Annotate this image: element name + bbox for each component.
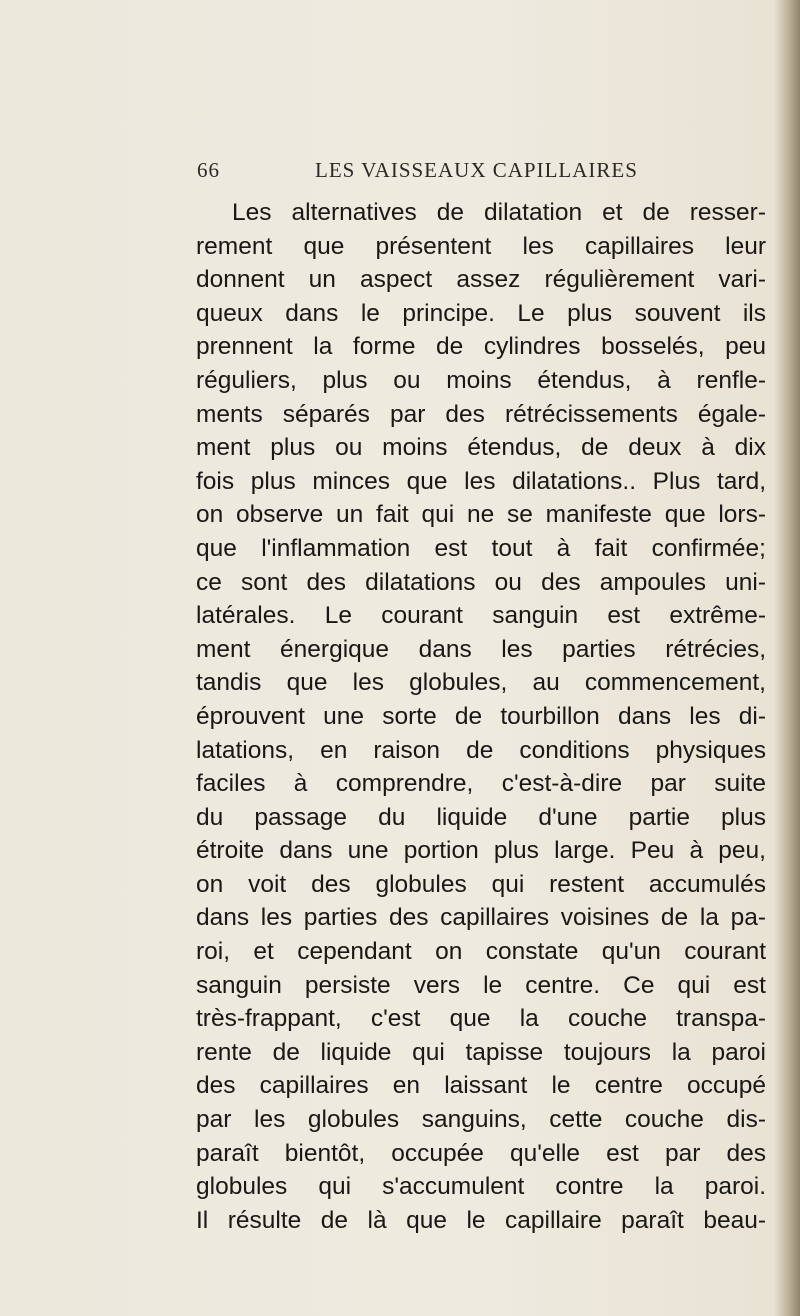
text-line: ments séparés par des rétrécissements égale- — [196, 400, 766, 428]
text-line: éprouvent une sorte de tourbillon dans les di- — [196, 702, 766, 730]
page-edge-shadow — [774, 0, 800, 1316]
running-head — [197, 158, 757, 192]
text-line: Il résulte de là que le capillaire paraît beau- — [196, 1206, 766, 1234]
text-line: rente de liquide qui tapisse toujours la paroi — [196, 1038, 766, 1066]
text-line: roi, et cependant on constate qu'un courant — [196, 938, 766, 966]
text-line: que l'inflammation est tout à fait confirmée; — [196, 534, 766, 562]
running-title: LES VAISSEAUX CAPILLAIRES — [315, 158, 638, 182]
text-line: par les globules sanguins, cette couche dis- — [196, 1106, 766, 1134]
text-line: très-frappant, c'est que la couche transpa- — [196, 1005, 766, 1033]
text-line: ment plus ou moins étendus, de deux à dix — [196, 434, 766, 462]
text-line: du passage du liquide d'une partie plus — [196, 803, 766, 831]
text-line: on observe un fait qui ne se manifeste que lors- — [196, 501, 766, 529]
text-line: Les alternatives de dilatation et de resser- — [232, 199, 766, 226]
text-line: latérales. Le courant sanguin est extrême- — [196, 602, 766, 630]
text-line: rement que présentent les capillaires leur — [196, 232, 766, 260]
text-line: paraît bientôt, occupée qu'elle est par des — [196, 1139, 766, 1167]
text-line: faciles à comprendre, c'est-à-dire par suite — [196, 770, 766, 798]
text-line: queux dans le principe. Le plus souvent ils — [196, 299, 766, 327]
text-line: sanguin persiste vers le centre. Ce qui est — [196, 971, 766, 999]
text-line: des capillaires en laissant le centre occupé — [196, 1072, 766, 1100]
text-line: étroite dans une portion plus large. Peu à peu, — [196, 837, 766, 865]
text-line: ment énergique dans les parties rétrécies, — [196, 635, 766, 663]
text-line: réguliers, plus ou moins étendus, à renfle- — [196, 366, 766, 394]
text-line: ce sont des dilatations ou des ampoules uni- — [196, 568, 766, 596]
page-number: 66 — [197, 158, 220, 182]
text-line: prennent la forme de cylindres bosselés, peu — [196, 333, 766, 361]
text-line: dans les parties des capillaires voisines de la pa- — [196, 904, 766, 932]
text-line: donnent un aspect assez régulièrement vari- — [196, 266, 766, 294]
text-line: fois plus minces que les dilatations.. Plus tard, — [196, 467, 766, 495]
body-paragraph — [196, 196, 766, 1237]
text-line: globules qui s'accumulent contre la paroi. — [196, 1173, 766, 1201]
text-line: latations, en raison de conditions physiques — [196, 736, 766, 764]
text-line: tandis que les globules, au commencement, — [196, 669, 766, 697]
text-line: on voit des globules qui restent accumulés — [196, 870, 766, 898]
